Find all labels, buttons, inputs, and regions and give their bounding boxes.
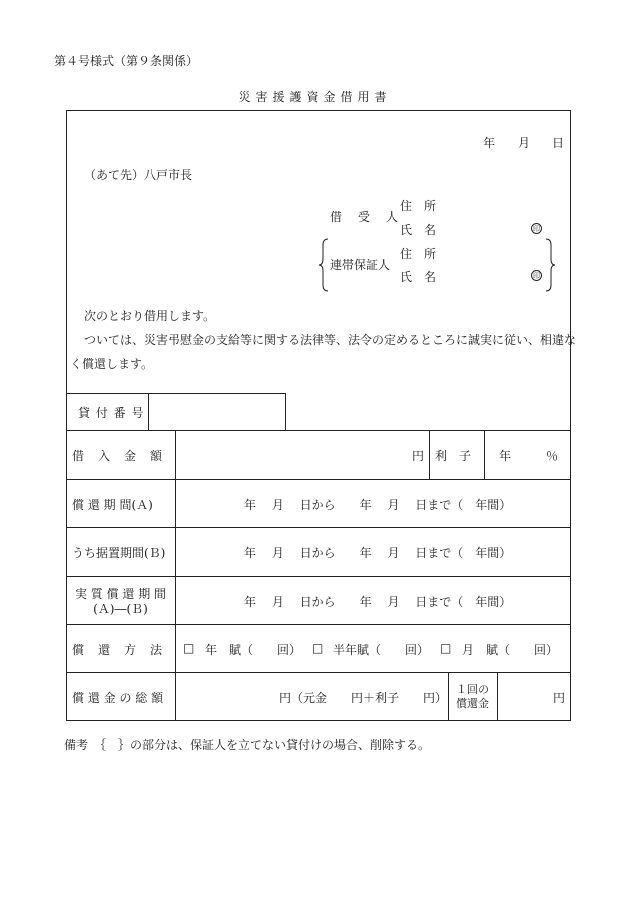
repayment-total-label: 償 還 金 の 総 額 bbox=[72, 691, 164, 705]
grace-period-label: うち据置期間(Ｂ) bbox=[72, 546, 166, 560]
per-payment-label-line-1: １回の bbox=[456, 683, 489, 696]
loan-amount-label: 借 入 金 額 bbox=[72, 449, 164, 463]
actual-period-label-line-2: (Ａ)―(Ｂ) bbox=[93, 602, 148, 616]
semiannual-option-label: 半年賦（ 回） bbox=[333, 643, 430, 657]
rule-loan-number-right bbox=[285, 393, 286, 430]
interest-year: 年 bbox=[499, 449, 512, 463]
left-brace-icon bbox=[318, 238, 330, 292]
borrower-seal-mark: 印 bbox=[533, 225, 540, 233]
rule-row-1 bbox=[66, 430, 571, 431]
rule-row-4 bbox=[66, 576, 571, 577]
rule-per-payment-right bbox=[497, 672, 498, 721]
guarantor-seal-mark: 印 bbox=[533, 272, 540, 280]
rule-row-5 bbox=[66, 624, 571, 625]
repayment-total-breakdown: 円（元金 円＋利子 円） bbox=[279, 691, 448, 705]
rule-row-3 bbox=[66, 527, 571, 528]
document-title: 災害援護資金借用書 bbox=[238, 90, 392, 104]
loan-amount-yen: 円 bbox=[412, 449, 425, 463]
rule-row-6 bbox=[66, 672, 571, 673]
loan-number-label: 貸 付 番 号 bbox=[78, 406, 145, 420]
rule-loan-number-divider bbox=[148, 393, 149, 430]
date-day-label: 日 bbox=[552, 136, 565, 150]
rule-loan-number-top bbox=[66, 393, 286, 394]
rule-interest-left bbox=[429, 430, 430, 479]
borrower-label: 借 受 人 bbox=[330, 210, 401, 224]
rule-interest-right bbox=[484, 430, 485, 479]
per-payment-label-line-2: 償還金 bbox=[456, 697, 489, 710]
annual-option-label: 年 賦（ 回） bbox=[205, 643, 302, 657]
monthly-option-label: 月 賦（ 回） bbox=[462, 643, 559, 657]
monthly-checkbox[interactable]: □ bbox=[440, 641, 452, 655]
repayment-period-label: 償 還 期 間(Ａ) bbox=[72, 498, 153, 512]
statement-line-1: 次のとおり借用します。 bbox=[84, 309, 216, 323]
interest-label: 利 子 bbox=[435, 449, 472, 463]
per-payment-yen: 円 bbox=[553, 691, 566, 705]
statement-line-2: ついては、災害弔慰金の支給等に関する法律等、法令の定めるところに誠実に従い、相違な bbox=[84, 333, 577, 347]
grace-period-text: 年 月 日から 年 月 日まで（ 年間） bbox=[244, 546, 512, 560]
repayment-period-text: 年 月 日から 年 月 日まで（ 年間） bbox=[244, 498, 512, 512]
statement-line-3: く償還します。 bbox=[70, 357, 154, 371]
actual-period-text: 年 月 日から 年 月 日まで（ 年間） bbox=[244, 595, 512, 609]
form-number: 第４号様式（第９条関係） bbox=[54, 54, 199, 68]
borrower-name-label: 氏 名 bbox=[400, 223, 437, 237]
right-brace-icon bbox=[544, 238, 556, 292]
annual-checkbox[interactable]: □ bbox=[183, 641, 195, 655]
rule-label-column bbox=[175, 430, 176, 721]
date-month-label: 月 bbox=[518, 136, 531, 150]
borrower-address-label: 住 所 bbox=[400, 199, 437, 213]
guarantor-label: 連帯保証人 bbox=[330, 258, 391, 272]
repayment-method-label: 償 還 方 法 bbox=[72, 643, 164, 657]
semiannual-checkbox[interactable]: □ bbox=[312, 641, 324, 655]
date-year-label: 年 bbox=[483, 136, 496, 150]
actual-period-label-line-1: 実 質 償 還 期 間 bbox=[74, 587, 167, 601]
remarks-note: 備考 ｛ ｝の部分は、保証人を立てない貸付けの場合、削除する。 bbox=[64, 738, 431, 752]
rule-row-2 bbox=[66, 479, 571, 480]
addressee: （あて先）八戸市長 bbox=[84, 168, 193, 182]
guarantor-address-label: 住 所 bbox=[400, 247, 437, 261]
interest-percent: ％ bbox=[546, 449, 559, 463]
guarantor-name-label: 氏 名 bbox=[400, 270, 437, 284]
